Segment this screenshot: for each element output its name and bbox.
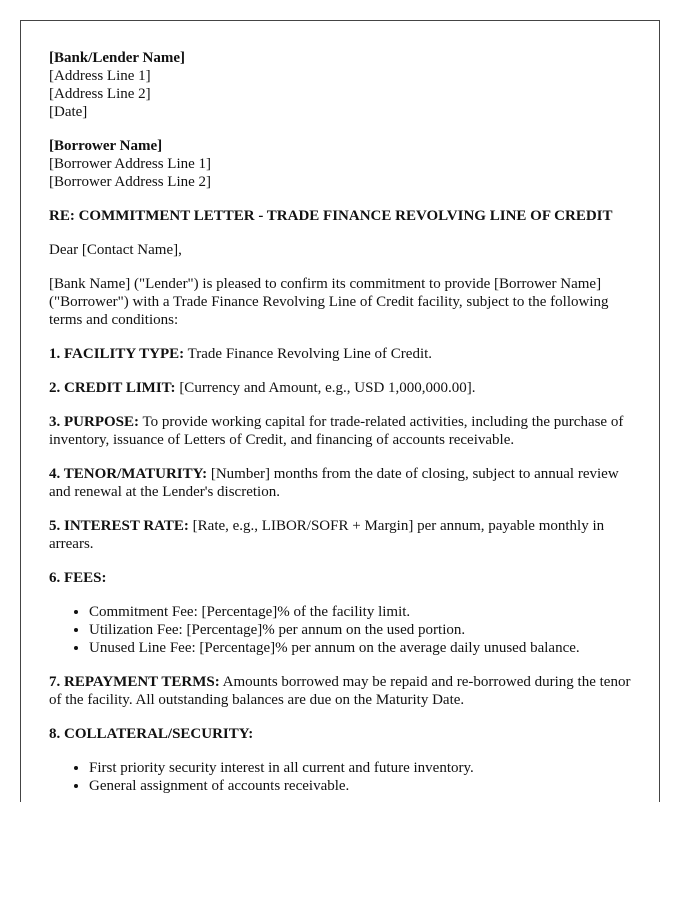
section-purpose	[49, 413, 631, 449]
section-label: 8. COLLATERAL/SECURITY:	[49, 726, 254, 742]
intro-paragraph: [Bank Name] ("Lender") is pleased to confirm its commitment to provide [Borrower Name] ("Borrower") with a Trade Finance Revolving Line of Credit facility, subject to the following terms and conditions:	[49, 276, 609, 328]
section-label: 6. FEES:	[49, 570, 107, 586]
section-interest-rate	[49, 517, 631, 553]
fees-list	[49, 603, 631, 657]
section-text: Amounts borrowed may be repaid and re-borrowed during the tenor of the facility. All outstanding balances are due on the Maturity Date.	[49, 674, 631, 708]
borrower-block	[49, 137, 631, 191]
section-text: [Rate, e.g., LIBOR/SOFR + Margin] per annum, payable monthly in arrears.	[49, 518, 605, 552]
lender-name: [Bank/Lender Name]	[49, 50, 185, 66]
section-label: 5. INTEREST RATE:	[49, 518, 189, 534]
section-repayment-terms	[49, 673, 631, 709]
list-item: • Utilization Fee: [Percentage]% per annum on the used portion.	[89, 621, 631, 639]
lender-address-2: [Address Line 2]	[49, 86, 151, 102]
subject-line: RE: COMMITMENT LETTER - TRADE FINANCE REVOLVING LINE OF CREDIT	[49, 208, 613, 224]
section-text: Trade Finance Revolving Line of Credit.	[184, 346, 433, 362]
borrower-address-1: [Borrower Address Line 1]	[49, 156, 212, 172]
letter-page	[20, 20, 660, 802]
lender-block	[49, 49, 631, 121]
section-fees	[49, 569, 631, 587]
list-item: • First priority security interest in all current and future inventory.	[89, 759, 631, 777]
section-label: 1. FACILITY TYPE:	[49, 346, 185, 362]
section-label: 3. PURPOSE:	[49, 414, 139, 430]
section-text: [Number] months from the date of closing, subject to annual review and renewal at the Lender's discretion.	[49, 466, 619, 500]
section-credit-limit	[49, 379, 631, 397]
collateral-list	[49, 759, 631, 795]
section-facility-type	[49, 345, 631, 363]
section-collateral	[49, 725, 631, 743]
salutation: Dear [Contact Name],	[49, 242, 182, 258]
section-tenor	[49, 465, 631, 501]
borrower-name: [Borrower Name]	[49, 138, 163, 154]
section-text: To provide working capital for trade-related activities, including the purchase of inventory, issuance of Letters of Credit, and financing of accounts receivable.	[49, 414, 624, 448]
list-item: • General assignment of accounts receivable.	[89, 777, 631, 795]
borrower-address-2: [Borrower Address Line 2]	[49, 174, 212, 190]
lender-address-1: [Address Line 1]	[49, 68, 151, 84]
section-label: 7. REPAYMENT TERMS:	[49, 674, 220, 690]
letter-date: [Date]	[49, 104, 88, 120]
list-item: • Unused Line Fee: [Percentage]% per annum on the average daily unused balance.	[89, 639, 631, 657]
section-text: [Currency and Amount, e.g., USD 1,000,000.00].	[175, 380, 476, 396]
list-item: • Commitment Fee: [Percentage]% of the facility limit.	[89, 603, 631, 621]
section-label: 2. CREDIT LIMIT:	[49, 380, 176, 396]
section-label: 4. TENOR/MATURITY:	[49, 466, 208, 482]
